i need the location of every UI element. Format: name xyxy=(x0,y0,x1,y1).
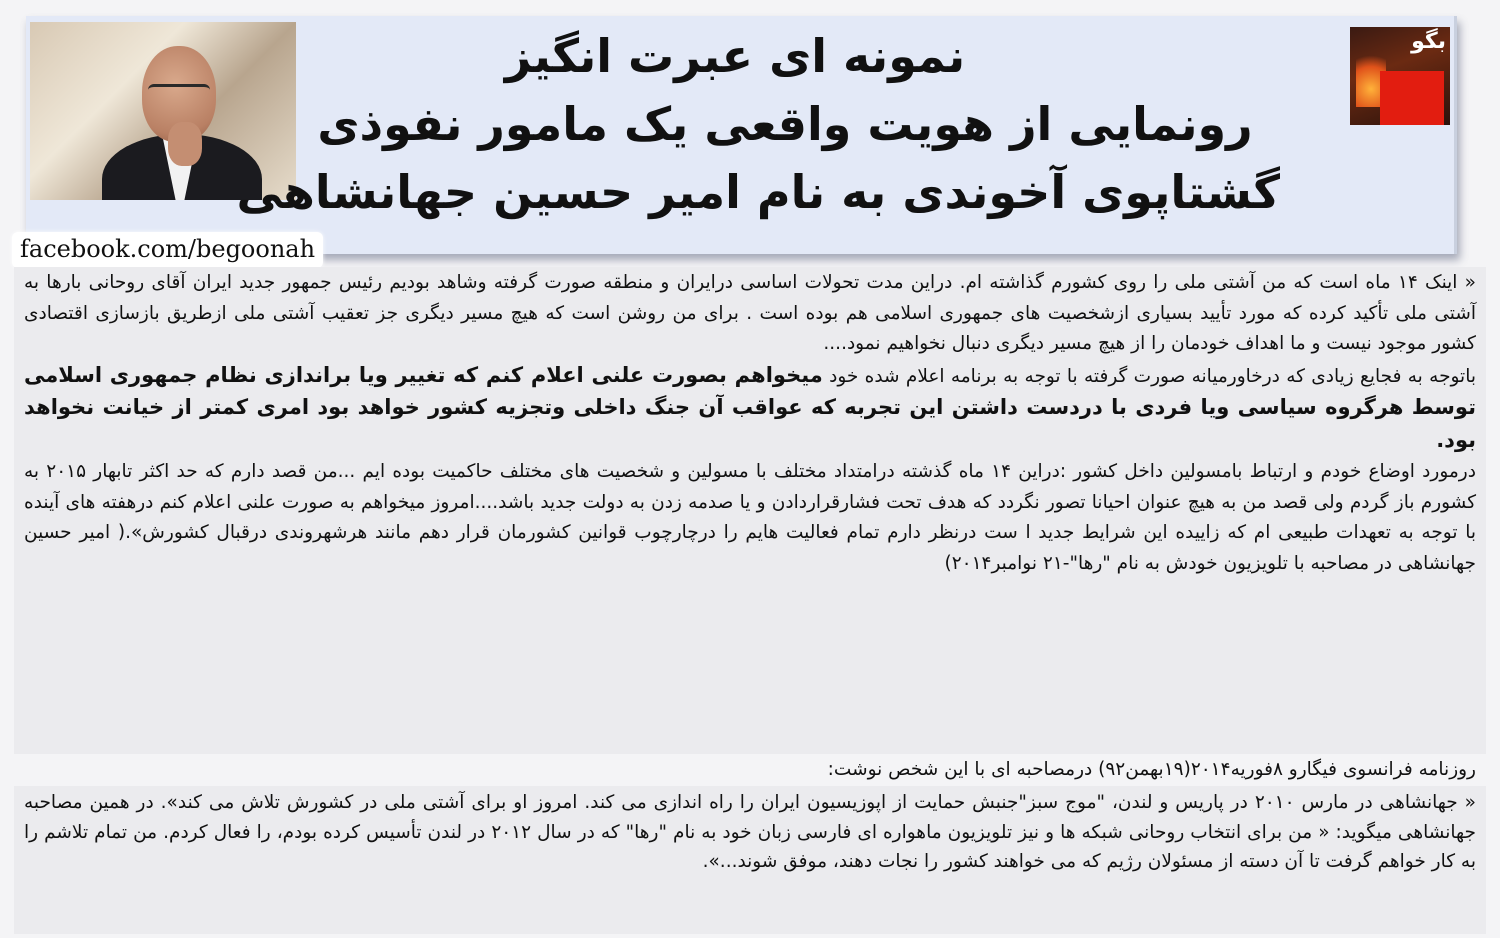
article-paragraph-2-bold: میخواهم بصورت علنی اعلام کنم که تغییر ویا براندازی نظام جمهوری اسلامی توسط هرگروه سیاسی ویا فردی با دردست داشتن این تجربه که عواقب آن جنگ داخلی وتجزیه کشور خواهد بود امری کمتر از خیانت نخواهد بود. xyxy=(24,362,1476,452)
logo-text: بگو xyxy=(1411,29,1446,54)
article-box-1 xyxy=(14,267,1486,754)
figaro-intro: روزنامه فرانسوی فیگارو ۸فوریه۲۰۱۴(۱۹بهمن۹۲) درمصاحبه ای با این شخص نوشت: xyxy=(14,757,1486,783)
begoonah-logo xyxy=(1350,27,1450,125)
article-paragraph-2 xyxy=(14,360,1486,458)
title-line-3: گشتاپوی آخوندی به نام امیر حسین جهانشاهی xyxy=(236,165,1280,219)
facebook-link[interactable]: facebook.com/begoonah xyxy=(12,232,323,268)
article-paragraph-1: « اینک ۱۴ ماه است که من آشتی ملی را روی کشورم گذاشته ام. دراین مدت تحولات اساسی درایران و منطقه صورت گرفته وشاهد بودیم رئیس جمهور جدید ایران آقای روحانی بارها به آشتی ملی تأکید کرده که مورد تأیید بسیاری ازشخصیت های جمهوری اسلامی هم بوده است . برای من روشن است که هیچ مسیر دیگری جز تعقیب آشتی ملی ازطریق بازسازی اقتصادی کشور موجود نیست و ما اهداف خودمان را از هیچ مسیر دیگری دنبال نخواهیم نمود.... xyxy=(24,272,1476,354)
logo-red-block xyxy=(1380,71,1444,125)
portrait-glasses xyxy=(148,84,210,99)
portrait-hand xyxy=(168,122,202,166)
page-title xyxy=(236,22,1280,226)
article-box-2 xyxy=(14,786,1486,934)
article-paragraph-3: درمورد اوضاع خودم و ارتباط بامسولین داخل کشور :دراین ۱۴ ماه گذشته درامتداد مختلف با مسولین و شخصیت های مختلف حاکمیت بوده ایم ...من قصد دارم که حد اکثر تابهار ۲۰۱۵ به کشورم باز گردم ولی قصد من به هیچ عنوان احیانا تصور نگردد که هدف تحت فشارقراردادن و یا صدمه زدن به دولت جدید باشد....امروز میخواهم به صورت علنی اعلام کنم درهفته های آینده با توجه به تعهدات طبیعی ام که زاییده این شرایط جدید ا ست درنظر دارم تمام فعالیت هایم را درچارچوب قوانین کشورمان قرار دهم مانند هرشهروندی درقبال کشورش».( امیر حسین جهانشاهی در مصاحبه با تلویزیون خودش به نام "رها"-۲۱ نوامبر۲۰۱۴) xyxy=(24,461,1476,574)
article-paragraph-4: « جهانشاهی در مارس ۲۰۱۰ در پاریس و لندن، "موج سبز"جنبش حمایت از اپوزیسیون ایران را راه اندازی می کند. امروز او برای آشتی ملی در کشورش تلاش می کند». در همین مصاحبه جهانشاهی میگوید: « من برای انتخاب روحانی شبکه ها و نیز تلویزیون ماهواره ای فارسی زبان خود به نام "رها" که در سال ۲۰۱۲ در لندن تأسیس کرده بودم، را فعال کردم. من تمام تلاشم را به کار خواهم گرفت تا آن دسته از مسئولان رژیم که می خواهند کشور را نجات دهند، موفق شوند...». xyxy=(24,792,1476,872)
article-paragraph-2-normal: باتوجه به فجایع زیادی که درخاورمیانه صورت گرفته با توجه به برنامه اعلام شده خود xyxy=(822,365,1476,387)
title-line-1: نمونه ای عبرت انگیز xyxy=(504,29,966,83)
title-line-2: رونمایی از هویت واقعی یک مامور نفوذی xyxy=(317,97,1253,151)
